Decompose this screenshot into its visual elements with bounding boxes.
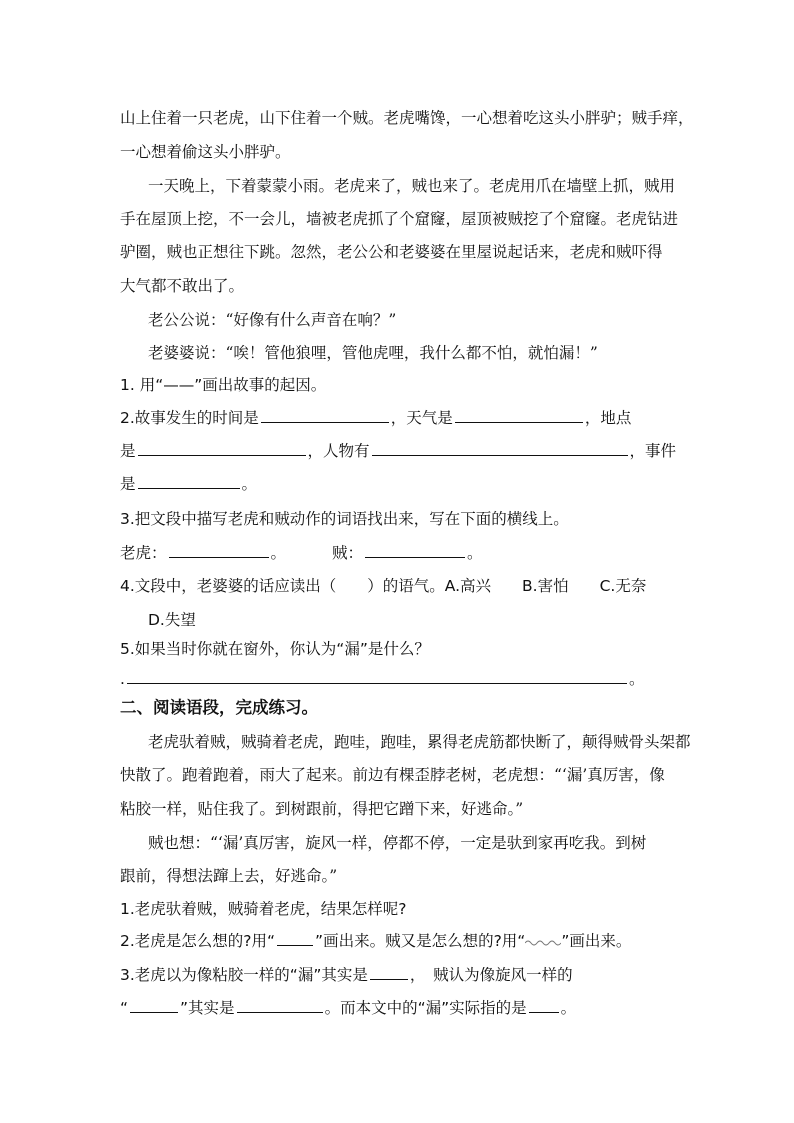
passage-line: 大气都不敢出了。 — [120, 277, 245, 295]
question-2-cont — [120, 439, 676, 463]
question-text: 3.老虎以为像粘胶一样的“漏”其实是 — [120, 966, 368, 984]
question-4: 4.文段中，老婆婆的话应读出（ ）的语气。A.高兴 B.害怕 C.无奈 — [120, 577, 647, 595]
question-2 — [120, 406, 631, 430]
answer-blank-event[interactable] — [138, 472, 240, 489]
question-2-3 — [120, 963, 573, 987]
answer-blank-tiger-leak[interactable] — [370, 963, 408, 980]
question-text: 2.故事发生的时间是 — [120, 409, 259, 427]
passage-line: 跟前，得想法蹿上去，好逃命。” — [120, 867, 338, 885]
answer-blank-weather[interactable] — [455, 406, 583, 423]
question-text: ，地点 — [584, 409, 632, 427]
answer-blank-characters[interactable] — [372, 439, 628, 456]
passage-line: 一天晚上，下着蒙蒙小雨。老虎来了，贼也来了。老虎用爪在墙壁上抓，贼用 — [148, 177, 676, 195]
straight-line-mark — [277, 929, 313, 946]
question-text: ， 贼认为像旋风一样的 — [409, 966, 573, 984]
answer-blank-real-leak[interactable] — [529, 996, 559, 1013]
question-3-answers — [120, 541, 483, 565]
question-5: 5.如果当时你就在窗外，你认为“漏”是什么？ — [120, 640, 430, 658]
question-text: . — [120, 670, 125, 688]
passage-line: 一心想着偷这头小胖驴。 — [120, 143, 291, 161]
passage-line: 驴圈，贼也正想往下跳。忽然，老公公和老婆婆在里屋说起话来，老虎和贼吓得 — [120, 243, 663, 261]
answer-blank-thief-leak[interactable] — [237, 996, 323, 1013]
question-text: ”画出来。贼又是怎么想的?用“ — [315, 932, 526, 950]
question-4-option-d: D.失望 — [148, 611, 196, 629]
question-text: 2.老虎是怎么想的?用“ — [120, 932, 276, 950]
question-text: ，人物有 — [307, 442, 370, 460]
question-text: 。 — [628, 670, 645, 688]
question-2-3-cont — [120, 996, 576, 1020]
dialogue-line: 老公公说：“好像有什么声音在响？” — [148, 311, 397, 329]
question-text: 。 — [467, 544, 483, 562]
question-text: 。 — [270, 544, 287, 562]
dialogue-line: 老婆婆说：“唉！管他狼哩，管他虎哩，我什么都不怕，就怕漏！” — [148, 344, 598, 362]
question-5-answer — [120, 667, 644, 691]
question-text: 。 — [560, 999, 577, 1017]
question-text: 。而本文中的“漏”实际指的是 — [324, 999, 527, 1017]
passage-line: 粘胶一样，贴住我了。到树跟前，得把它蹭下来，好逃命。” — [120, 800, 524, 818]
section-heading: 二、阅读语段，完成练习。 — [120, 698, 318, 717]
answer-blank-place[interactable] — [138, 439, 306, 456]
question-text: 是 — [120, 475, 136, 493]
passage-line: 快散了。跑着跑着，雨大了起来。前边有棵歪脖老树，老虎想：“‘漏’真厉害，像 — [120, 766, 665, 784]
question-text: ，事件 — [629, 442, 677, 460]
question-2-1: 1.老虎驮着贼，贼骑着老虎，结果怎样呢? — [120, 900, 407, 918]
passage-line: 手在屋顶上挖，不一会儿，墙被老虎抓了个窟窿，屋顶被贼挖了个窟窿。老虎钻进 — [120, 210, 679, 228]
question-2-cont — [120, 472, 257, 496]
question-text: ，天气是 — [390, 409, 453, 427]
question-text: 。 — [241, 475, 258, 493]
question-text: “ — [120, 999, 129, 1017]
question-1: 1. 用“——”画出故事的起因。 — [120, 376, 327, 394]
question-text: 是 — [120, 442, 136, 460]
question-text: ”其实是 — [180, 999, 235, 1017]
passage-line: 贼也想：“‘漏’真厉害，旋风一样，停都不停，一定是驮到家再吃我。到树 — [148, 834, 647, 852]
answer-blank-tiger[interactable] — [169, 541, 269, 558]
answer-blank-thief[interactable] — [365, 541, 465, 558]
answer-blank-leak[interactable] — [127, 667, 627, 684]
question-3: 3.把文段中描写老虎和贼动作的词语找出来，写在下面的横线上。 — [120, 510, 569, 528]
passage-line: 山上住着一只老虎，山下住着一个贼。老虎嘴馋，一心想着吃这头小胖驴；贼手痒， — [120, 109, 694, 127]
label-tiger: 老虎： — [120, 544, 167, 562]
question-2-2 — [120, 929, 631, 953]
passage-line: 老虎驮着贼，贼骑着老虎，跑哇，跑哇，累得老虎筋都快断了，颠得贼骨头架都 — [148, 733, 691, 751]
question-text: ”画出来。 — [561, 932, 632, 950]
label-thief: 贼： — [332, 544, 364, 562]
wavy-line-mark — [525, 938, 561, 946]
answer-blank-time[interactable] — [261, 406, 389, 423]
answer-blank-thief-word[interactable] — [130, 996, 178, 1013]
